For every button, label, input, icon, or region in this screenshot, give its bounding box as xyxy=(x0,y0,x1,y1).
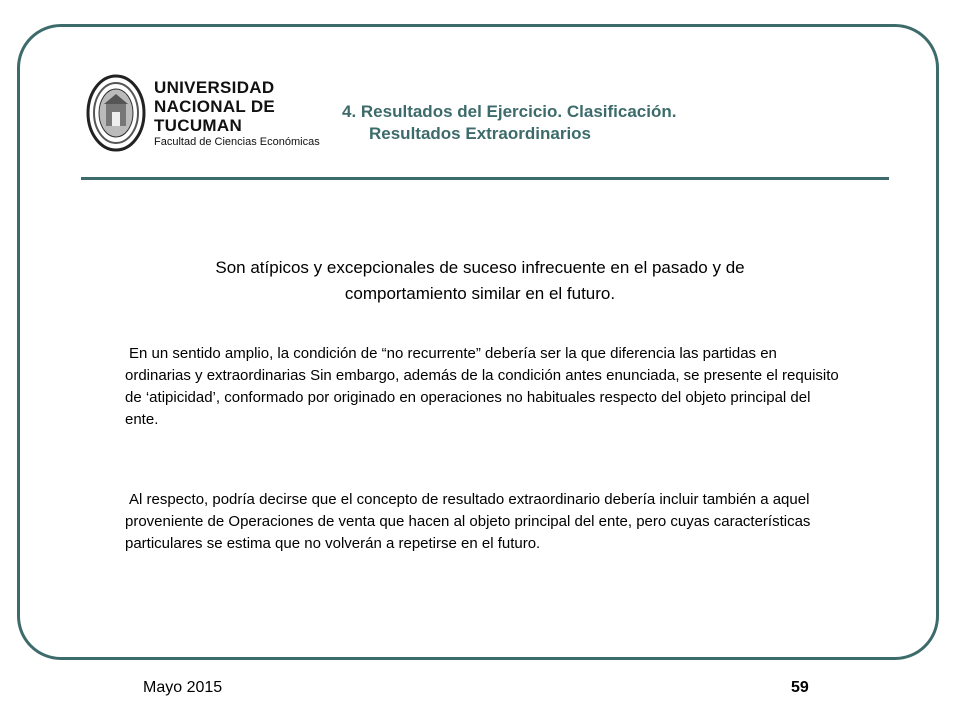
page-number: 59 xyxy=(791,679,809,696)
slide-title xyxy=(342,101,862,145)
logo-line-1: UNIVERSIDAD xyxy=(154,77,275,97)
logo-line-3: TUCUMAN xyxy=(154,115,243,135)
logo-line-2: NACIONAL DE xyxy=(154,96,276,116)
body-paragraph-1-text: En un sentido amplio, la condición de “no recurrente” debería ser la que diferencia las partidas en ordinarias y extraordinarias Sin embargo, además de la condición antes enunciada, se presente el requisito de ‘atipicidad’, conformado por originado en operaciones no habituales respecto del objeto principal del ente. xyxy=(125,345,839,428)
body-paragraph-2-text: Al respecto, podría decirse que el concepto de resultado extraordinario debería incluir también a aquel proveniente de Operaciones de venta que hacen al objeto principal del ente, pero cuyas características particulares se estima que no volverán a repetirse en el futuro. xyxy=(125,491,811,552)
slide-title-line-1: 4. Resultados del Ejercicio. Clasificación. xyxy=(342,102,677,121)
logo-subtitle: Facultad de Ciencias Económicas xyxy=(154,135,320,148)
lead-paragraph: Son atípicos y excepcionales de suceso infrecuente en el pasado y de comportamiento similar en el futuro. xyxy=(215,258,745,303)
body-paragraph-2 xyxy=(125,489,845,555)
header-divider xyxy=(81,177,889,180)
slide-title-line-2: Resultados Extraordinarios xyxy=(369,124,592,143)
body-paragraph-1 xyxy=(125,343,845,431)
university-logo xyxy=(86,74,330,152)
university-seal-icon xyxy=(86,74,146,152)
footer-date: Mayo 2015 xyxy=(143,679,223,696)
